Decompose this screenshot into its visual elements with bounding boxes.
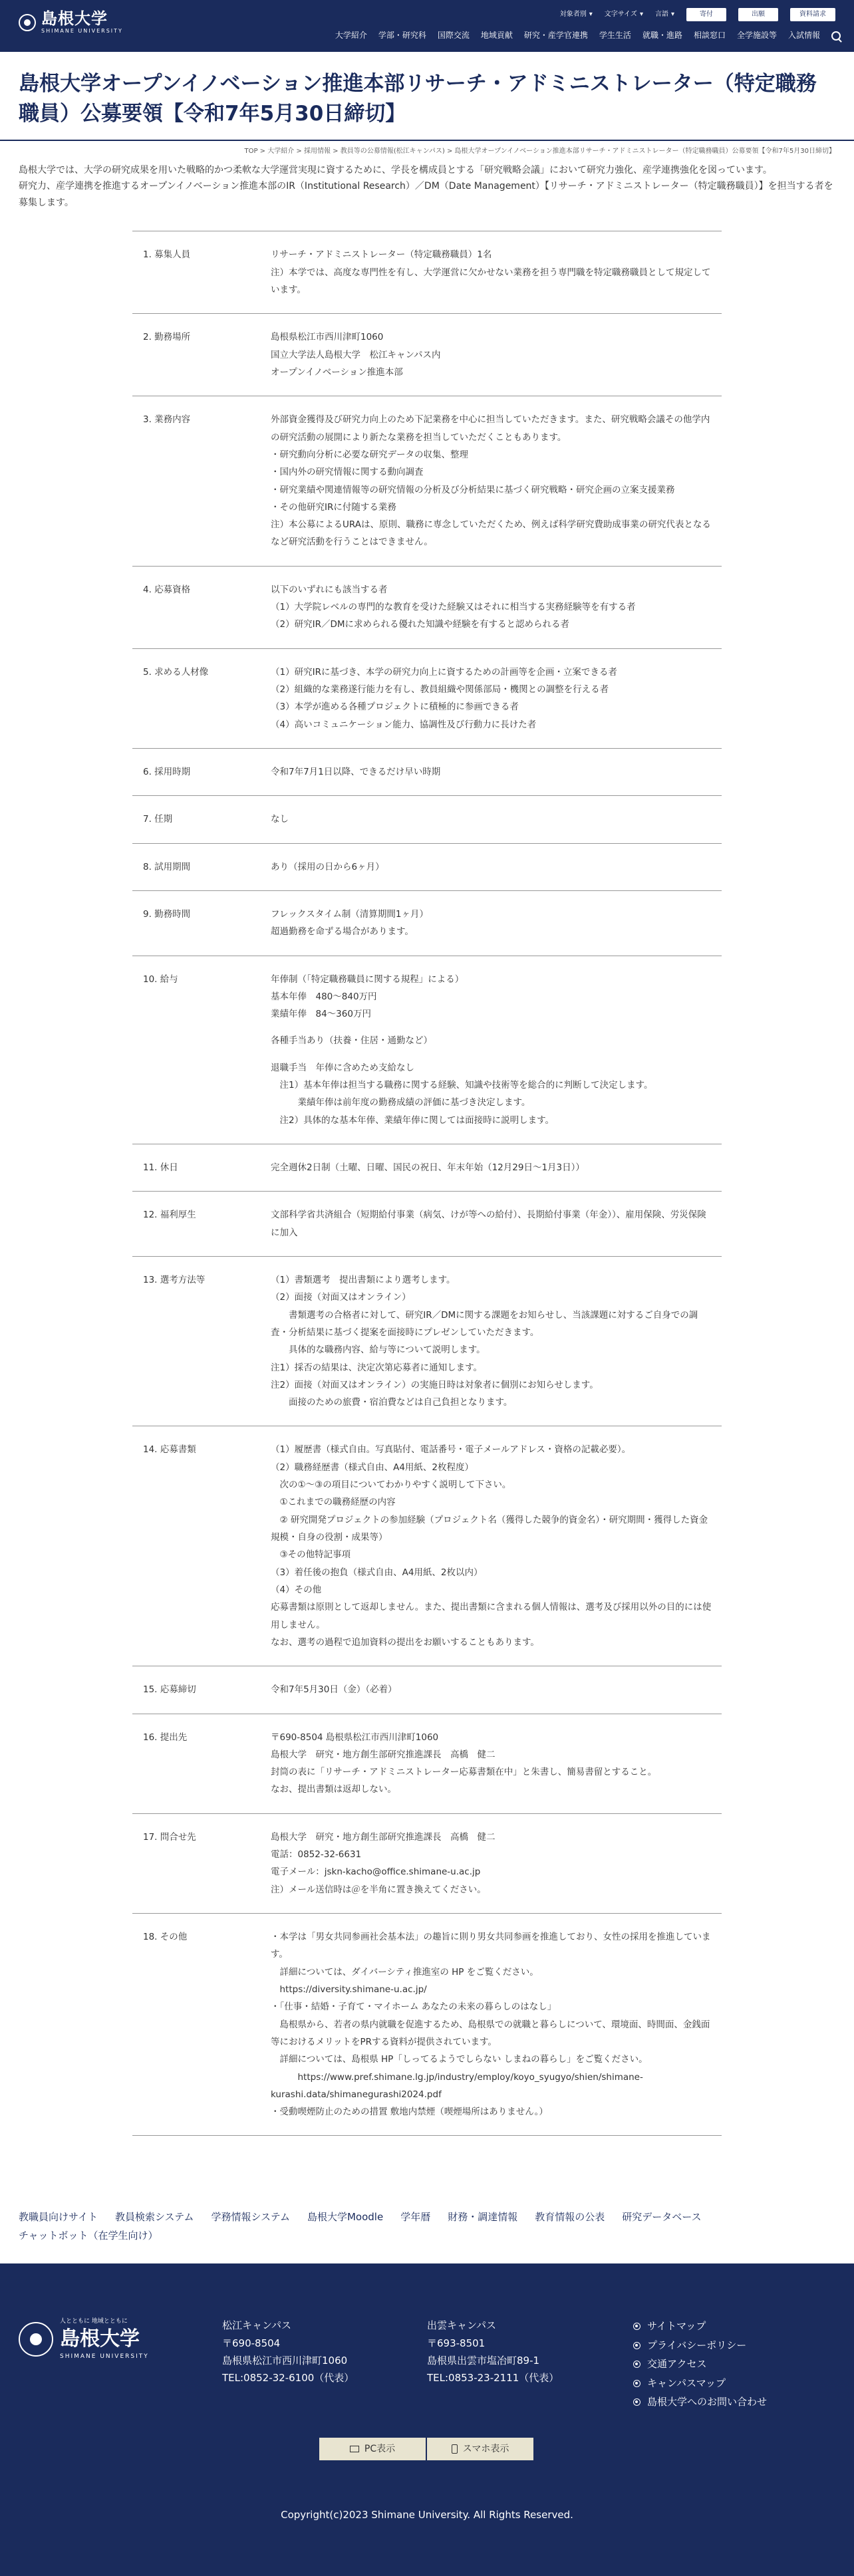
requirement-line: 島根県から、若者の県内就職を促進するため、島根県での就職と暮らしについて、環境面、時間面、金銭面等におけるメリットをPRする資料が提供されています。 [271,2019,710,2047]
requirement-label: 12. 福利厚生 [132,1192,263,1257]
logo-text: 島根大学 [41,9,108,28]
requirement-row [132,396,722,567]
footer-link[interactable]: 財務・調達情報 [448,2211,518,2224]
requirement-line: （3）本学が進める各種プロジェクトに積極的に参画できる者 [271,702,519,713]
bullet-circle-icon [633,2361,640,2368]
requirement-line: ③その他特記事項 [271,1549,351,1561]
requirement-line: 面接のための旅費・宿泊費などは自己負担となります。 [271,1397,513,1408]
requirement-row [132,231,722,314]
footer-menu-item[interactable]: サイトマップ [633,2317,767,2336]
requirement-line: なお、選考の過程で追加資料の提出をお願いすることもあります。 [271,1636,539,1648]
campus-name: 松江キャンパス [222,2319,291,2332]
footer-logo-subtext: SHIMANE UNIVERSITY [60,2353,149,2360]
requirement-label: 1. 募集人員 [132,231,263,314]
page-title: 島根大学オープンイノベーション推進本部リサーチ・アドミニストレーター（特定職務職員）公募要領【令和7年5月30日締切】 [0,52,854,141]
donation-button[interactable]: 寄付 [686,8,726,21]
requirement-line: （1）履歴書（様式自由。写真貼付、電話番号・電子メールアドレス・資格の記載必要）。 [271,1444,631,1456]
requirement-line: なお、提出書類は返却しない。 [271,1784,396,1795]
monitor-icon [350,2446,359,2452]
requirement-row [132,1256,722,1426]
requirement-line: （2）面接（対面又はオンライン） [271,1292,411,1303]
footer-link[interactable]: 教職員向けサイト [19,2211,98,2224]
campus-postal: 〒693-8501 [427,2337,486,2349]
requirement-line: （2）研究IR／DMに求められる優れた知識や経験を有すると認められる者 [271,619,569,630]
requirement-label: 13. 選考方法等 [132,1256,263,1426]
view-mode-switch [319,2438,533,2460]
footer-link[interactable]: チャットボット（在学生向け） [19,2230,158,2242]
requirement-line: 〒690-8504 島根県松江市西川津町1060 [271,1732,439,1743]
requirement-line: 注1）採否の結果は、決定次第応募者に通知します。 [271,1362,483,1373]
requirement-line: （4）高いコミュニケーション能力、協調性及び行動力に長けた者 [271,719,537,730]
application-button[interactable]: 出願 [738,8,778,21]
university-emblem-icon [19,14,36,31]
requirement-line: 注1）基本年俸は担当する職務に関する経験、知識や技術等を総合的に判断して決定します。 [271,1080,653,1091]
requirement-label: 17. 問合せ先 [132,1813,263,1913]
requirement-content [263,748,722,795]
requirement-line: 完全週休2日制（土曜、日曜、国民の祝日、年末年始（12月29日～1月3日）） [271,1162,585,1173]
bullet-circle-icon [633,2380,640,2387]
requirement-label: 4. 応募資格 [132,566,263,648]
footer-menu-item[interactable]: キャンパスマップ [633,2374,767,2393]
requirement-line: 各種手当あり（扶養・住居・通勤など） [271,1035,432,1047]
nav-about[interactable]: 大学紹介 [335,31,367,40]
requirement-row [132,1914,722,2136]
requirement-line: （3）着任後の抱負（様式自由、A4用紙、2枚以内） [271,1567,483,1578]
requirement-content [263,314,722,396]
requirement-line: 文部科学省共済組合（短期給付事業（病気、けが等への給付）、長期給付事業（年金））、雇用保険、労災保険に加入 [271,1210,706,1238]
requirement-content [263,1813,722,1913]
footer-links [0,2209,854,2244]
language-select[interactable]: 言語 ▾ [654,11,674,18]
requirement-line: 超過勤務を命ずる場合があります。 [271,926,414,938]
requirement-label: 5. 求める人材像 [132,648,263,748]
requirement-line: 注）本学では、高度な専門性を有し、大学運営に欠かせない業務を担う専門職を特定職務職員として規定しています。 [271,267,711,295]
requirement-content [263,1192,722,1257]
requirement-line: ・その他研究IRに付随する業務 [271,501,396,513]
requirements-table [132,231,722,2136]
footer-link[interactable]: 島根大学Moodle [307,2211,384,2224]
requirement-line: 書類選考の合格者に対して、研究IR／DMに関する課題をお知らせし、当該課題に対するご自身での調査・分析結果に基づく提案を面接時にプレゼンしていただきます。 [271,1309,698,1338]
requirement-label: 16. 提出先 [132,1714,263,1813]
copyright: Copyright(c)2023 Shimane University. All Rights Reserved. [281,2509,573,2521]
requirement-line: 年俸制（「特定職務職員に関する規程」による） [271,973,464,985]
site-header [0,0,854,52]
footer-link[interactable]: 学務情報システム [211,2211,290,2224]
bullet-circle-icon [633,2342,640,2349]
footer-logo-tagline: 人とともに 地域とともに [60,2318,128,2325]
requirement-content [263,566,722,648]
requirement-label: 15. 応募締切 [132,1666,263,1714]
requirement-content [263,648,722,748]
requirement-line: なし [271,814,289,825]
requirement-row [132,314,722,396]
pc-view-button[interactable]: PC表示 [319,2438,426,2460]
requirement-line: 令和7年5月30日（金）（必着） [271,1684,397,1696]
intro-paragraph: 島根大学では、大学の研究成果を用いた戦略的かつ柔軟な大学運営実現に資するために、学長を構成員とする「研究戦略会議」において研究力強化、産学連携強化を図っています。 [19,164,772,176]
requirement-line: （2）職務経歴書（様式自由、A4用紙、2枚程度） [271,1462,474,1473]
requirement-label: 10. 給与 [132,956,263,1144]
campus-address: 島根県松江市西川津町1060 [222,2354,348,2367]
requirement-label: 7. 任期 [132,796,263,843]
requirement-content [263,1426,722,1666]
footer-logo-text: 島根大学 [60,2327,140,2351]
requirement-line: 業績年俸は前年度の勤務成績の評価に基づき決定します。 [271,1097,531,1108]
requirement-content [263,890,722,956]
requirement-row [132,1666,722,1714]
requirement-line [271,1023,714,1032]
requirement-line: リサーチ・アドミニストレーター（特定職務職員）1名 [271,249,492,261]
requirement-row [132,748,722,795]
requirement-line: オープンイノベーション推進本部 [271,366,403,378]
requirement-line: 注）本公募によるURAは、原則、職務に専念していただくため、例えば科学研究費助成事業の研究代表となるなど研究活動を行うことはできません。 [271,519,711,548]
requirement-label: 9. 勤務時間 [132,890,263,956]
requirement-content [263,843,722,890]
site-logo[interactable] [19,11,123,34]
requirement-line: 注2）具体的な基本年俸、業績年俸に関しては面接時に説明します。 [271,1114,555,1126]
matsue-campus-info [222,2317,354,2386]
nav-research[interactable]: 研究・産学官連携 [523,31,588,40]
requirement-label: 18. その他 [132,1914,263,2136]
smartphone-icon [452,2444,458,2454]
footer-link[interactable]: 教育情報の公表 [535,2211,605,2224]
requirement-line: ・受動喫煙防止のための措置 敷地内禁煙（喫煙場所はありません。） [271,2107,548,2118]
requirement-line: 島根大学 研究・地方創生部研究推進課長 高橋 健二 [271,1749,496,1760]
audience-select[interactable]: 対象者別 ▾ [559,11,593,18]
requirement-line: 注）メール送信時は＠を半角に置き換えてください。 [271,1884,486,1895]
requirement-line: 応募書類は原則として返却しません。また、提出書類に含まれる個人情報は、選考及び採用以外の目的には使用しません。 [271,1602,712,1630]
requirement-label: 14. 応募書類 [132,1426,263,1666]
requirement-content [263,956,722,1144]
smartphone-view-button[interactable]: スマホ表示 [427,2438,533,2460]
intro-text [0,162,854,211]
footer-link[interactable]: 研究データベース [622,2211,702,2224]
campus-phone: TEL:0853-23-2111（代表） [427,2372,559,2384]
requirement-content [263,1714,722,1813]
requirement-line: 退職手当 年俸に含めため支給なし [271,1062,414,1073]
requirement-line: （2）組織的な業務遂行能力を有し、教員組織や関係部局・機関との調整を行える者 [271,684,609,695]
bullet-circle-icon [633,2398,640,2406]
requirement-line: 以下のいずれにも該当する者 [271,584,388,595]
izumo-campus-info [427,2317,559,2386]
campus-name: 出雲キャンパス [427,2319,496,2332]
requirement-line: 封筒の表に「リサーチ・アドミニストレーター応募書類在中」と朱書し、簡易書留とすること。 [271,1767,657,1778]
campus-address: 島根県出雲市塩冶町89-1 [427,2354,540,2367]
requirement-row [132,1144,722,1192]
nav-student-life[interactable]: 学生生活 [599,31,631,40]
requirement-content [263,231,722,314]
requirement-line: 島根県松江市西川津町1060 [271,332,384,343]
requirement-row [132,1813,722,1913]
requirement-line: 外部資金獲得及び研究力向上のため下記業務を中心に担当していただきます。また、研究戦略会議その他学内の研究活動の展開により新たな業務を担当していただくこともあります。 [271,414,710,443]
requirement-line: フレックスタイム制（清算期間1ヶ月） [271,908,429,920]
requirement-line: 詳細については、島根県 HP「しってるようでしらない しまねの暮らし」をご覧ください。 [271,2054,648,2065]
requirement-line: 国立大学法人島根大学 松江キャンパス内 [271,349,441,360]
requirement-line: （1）研究IRに基づき、本学の研究力向上に資するための計画等を企画・立案できる者 [271,666,617,678]
logo-subtext: SHIMANE UNIVERSITY [41,28,123,34]
requirement-row [132,1426,722,1666]
requirement-line [271,1050,714,1059]
brochure-request-button[interactable]: 資料請求 [790,8,835,21]
requirement-line: （4）その他 [271,1584,322,1595]
site-footer [0,2263,854,2576]
requirement-line: 詳細については、ダイバーシティ推進室の HP をご覧ください。 [271,1966,539,1978]
requirement-line: ・本学は「男女共同参画社会基本法」の趣旨に則り男女共同参画を推進しており、女性の採用を推進しています。 [271,1932,711,1960]
nav-faculties[interactable]: 学部・研究科 [378,31,426,40]
requirement-label: 11. 休日 [132,1144,263,1192]
requirement-line: 電話：0852-32-6631 [271,1849,362,1861]
requirement-line: 島根大学 研究・地方創生部研究推進課長 高橋 健二 [271,1831,496,1843]
footer-link[interactable]: 教員検索システム [114,2211,194,2224]
requirement-row [132,890,722,956]
nav-international[interactable]: 国際交流 [437,31,470,40]
requirement-row [132,1714,722,1813]
intro-paragraph: 研究力、産学連携を推進するオープンイノベーション推進本部のIR（Institutional Research）／DM（Date Management）【リサーチ・アドミニストレーター（特定職務職員）】を担当する者を募集します。 [19,181,833,208]
requirement-line: ・国内外の研究情報に関する動向調査 [271,467,424,478]
nav-regional[interactable]: 地域貢献 [480,31,513,40]
requirement-line: ・研究業績や関連情報等の研究情報の分析及び分析結果に基づく研究戦略・研究企画の立案支援業務 [271,484,675,495]
requirement-line: （1）大学院レベルの専門的な教育を受けた経験又はそれに相当する実務経験等を有する者 [271,602,636,613]
nav-admission[interactable]: 入試情報 [787,31,820,40]
requirement-content [263,1666,722,1714]
requirement-line: 注2）面接（対面又はオンライン）の実施日時は対象者に個別にお知らせします。 [271,1379,599,1390]
requirement-row [132,956,722,1144]
breadcrumb[interactable]: TOP > 大学紹介 > 採用情報 > 教員等の公募情報(松江キャンパス) > 島根大学オープンイノベーション推進本部リサーチ・アドミニストレーター（特定職務職員）公募要領【令和7年5月30日締切】 [244,147,835,155]
requirement-content [263,1144,722,1192]
requirement-line: 具体的な職務内容、給与等について説明します。 [271,1345,486,1356]
requirement-line: 基本年俸 480～840万円 [271,991,377,1002]
requirement-label: 2. 勤務場所 [132,314,263,396]
requirement-label: 6. 採用時期 [132,748,263,795]
requirement-row [132,566,722,648]
requirement-line: ② 研究開発プロジェクトの参加経験（プロジェクト名（獲得した競争的資金名）・研究期間・獲得した資金規模・自身の役割・成果等） [271,1514,708,1543]
requirement-line: 業績年俸 84～360万円 [271,1009,371,1020]
footer-menu [633,2317,767,2412]
requirement-line: ①これまでの職務経歴の内容 [271,1497,396,1508]
requirement-content [263,396,722,567]
requirement-label: 8. 試用期間 [132,843,263,890]
requirement-row [132,648,722,748]
footer-menu-item[interactable]: 交通アクセス [633,2355,767,2374]
requirement-line[interactable]: https://diversity.shimane-u.ac.jp/ [271,1984,427,1995]
requirement-line[interactable]: https://www.pref.shimane.lg.jp/industry/employ/koyo_syugyo/shien/shimane-kurashi.data/shimanegurashi2024.pdf [271,2071,643,2100]
campus-postal: 〒690-8504 [222,2337,281,2349]
requirement-line: 令和7年7月1日以降、できるだけ早い時期 [271,766,441,777]
footer-link[interactable]: 学年暦 [400,2211,431,2224]
requirement-row [132,843,722,890]
requirement-content [263,796,722,843]
requirement-content [263,1256,722,1426]
font-size-select[interactable]: 文字サイズ ▾ [604,11,643,18]
footer-menu-item[interactable]: 島根大学へのお問い合わせ [633,2392,767,2412]
requirement-label: 3. 業務内容 [132,396,263,567]
university-emblem-icon [19,2322,53,2357]
utility-bar [560,8,835,21]
global-nav [335,29,841,42]
nav-facilities[interactable]: 全学施設等 [736,31,777,40]
requirement-line: 電子メール：jskn-kacho@office.shimane-u.ac.jp [271,1867,481,1878]
search-icon[interactable] [831,31,841,41]
requirement-line: ・「仕事・結婚・子育て・マイホーム あなたの未来の暮らしのはなし」 [271,2001,557,2013]
requirement-line: （1）書類選考 提出書類により選考します。 [271,1274,456,1285]
nav-consult[interactable]: 相談窓口 [693,31,726,40]
requirement-line: あり（採用の日から6ヶ月） [271,861,384,872]
nav-career[interactable]: 就職・進路 [642,31,682,40]
footer-menu-item[interactable]: プライバシーポリシー [633,2336,767,2355]
footer-logo[interactable] [19,2317,149,2361]
requirement-line: ・研究動向分析に必要な研究データの収集、整理 [271,449,468,460]
requirement-line: 次の①～③の項目についてわかりやすく説明して下さい。 [271,1480,511,1491]
bullet-circle-icon [633,2323,640,2330]
requirement-content [263,1914,722,2136]
requirement-row [132,796,722,843]
requirement-row [132,1192,722,1257]
campus-phone: TEL:0852-32-6100（代表） [222,2372,355,2384]
